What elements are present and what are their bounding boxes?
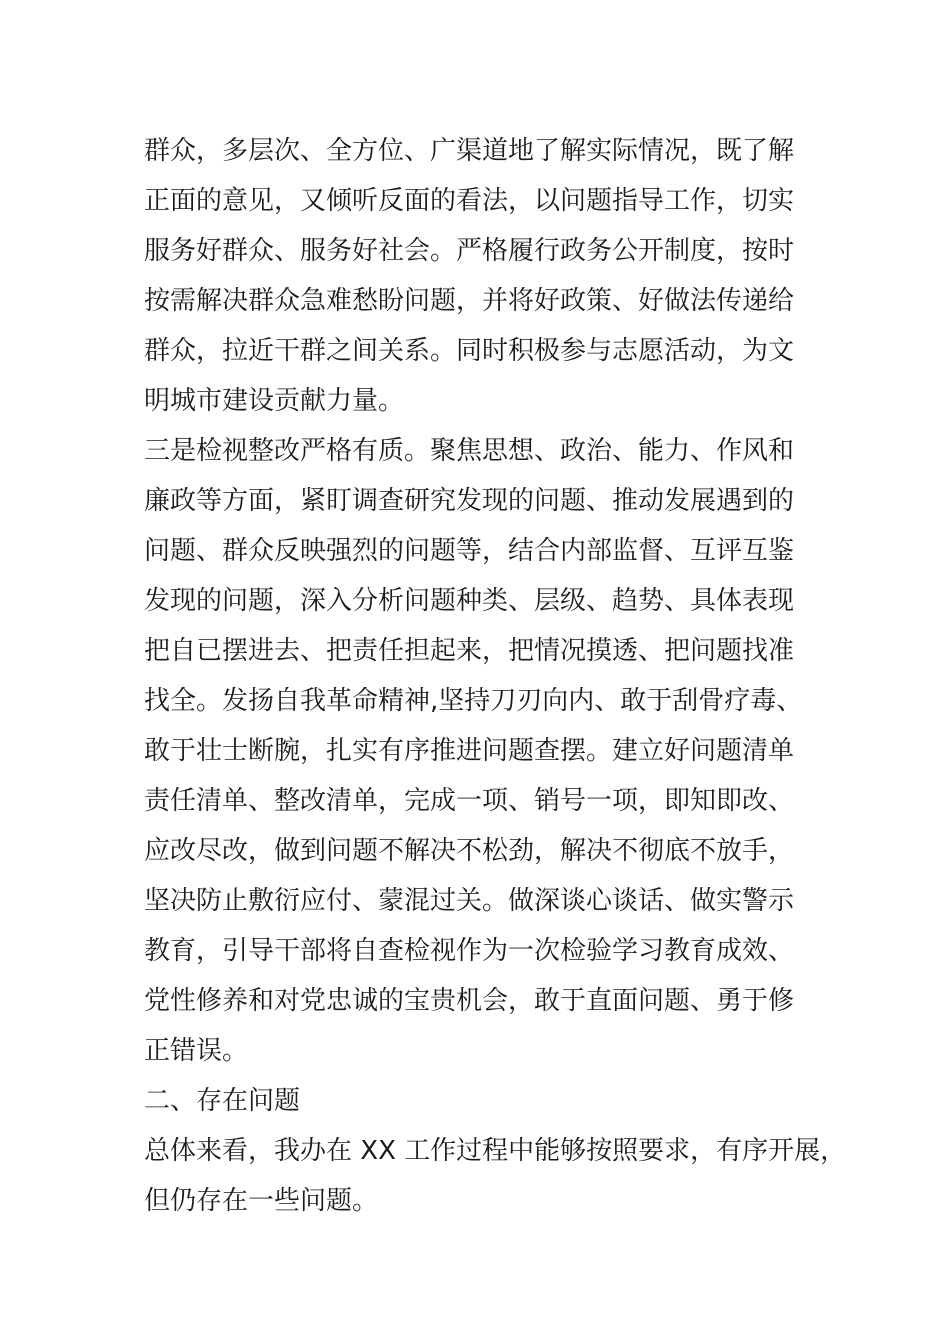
text-line: 问题、群众反映强烈的问题等，结合内部监督、互评互鉴 — [144, 536, 795, 566]
section-heading: 二、存在问题 — [144, 1086, 301, 1116]
text-line: 坚决防止敷衍应付、蒙混过关。做深谈心谈话、做实警示 — [144, 886, 795, 916]
text-line: 总体来看，我办在 XX 工作过程中能够按照要求，有序开展， — [144, 1136, 847, 1166]
section-3-first-line: 三是检视整改严格有质。聚焦思想、政治、能力、作风和 — [144, 436, 795, 466]
text-line: 明城市建设贡献力量。 — [144, 386, 405, 416]
text-line: 群众，多层次、全方位、广渠道地了解实际情况，既了解 — [144, 136, 795, 166]
text-line: 责任清单、整改清单，完成一项、销号一项，即知即改、 — [144, 786, 795, 816]
text-line: 发现的问题，深入分析问题种类、层级、趋势、具体表现 — [144, 586, 795, 616]
text-line: 党性修养和对党忠诚的宝贵机会，敢于直面问题、勇于修 — [144, 986, 795, 1016]
text-line: 教育，引导干部将自查检视作为一次检验学习教育成效、 — [144, 936, 795, 966]
text-line: 但仍存在一些问题。 — [144, 1186, 379, 1216]
document-body — [144, 126, 847, 1226]
text-line: 敢于壮士断腕，扎实有序推进问题查摆。建立好问题清单 — [144, 736, 795, 766]
text-line: 正面的意见，又倾听反面的看法，以问题指导工作，切实 — [144, 186, 795, 216]
text-line: 服务好群众、服务好社会。严格履行政务公开制度，按时 — [144, 236, 795, 266]
text-line: 正错误。 — [144, 1036, 249, 1066]
text-line: 群众，拉近干群之间关系。同时积极参与志愿活动，为文 — [144, 336, 795, 366]
text-line: 按需解决群众急难愁盼问题，并将好政策、好做法传递给 — [144, 286, 795, 316]
text-line: 廉政等方面，紧盯调查研究发现的问题、推动发展遇到的 — [144, 486, 795, 516]
text-line: 找全。发扬自我革命精神,坚持刀刃向内、敢于刮骨疗毒、 — [144, 686, 803, 716]
text-line: 应改尽改，做到问题不解决不松劲，解决不彻底不放手， — [144, 836, 795, 866]
text-line: 把自已摆进去、把责任担起来，把情况摸透、把问题找准 — [144, 636, 795, 666]
